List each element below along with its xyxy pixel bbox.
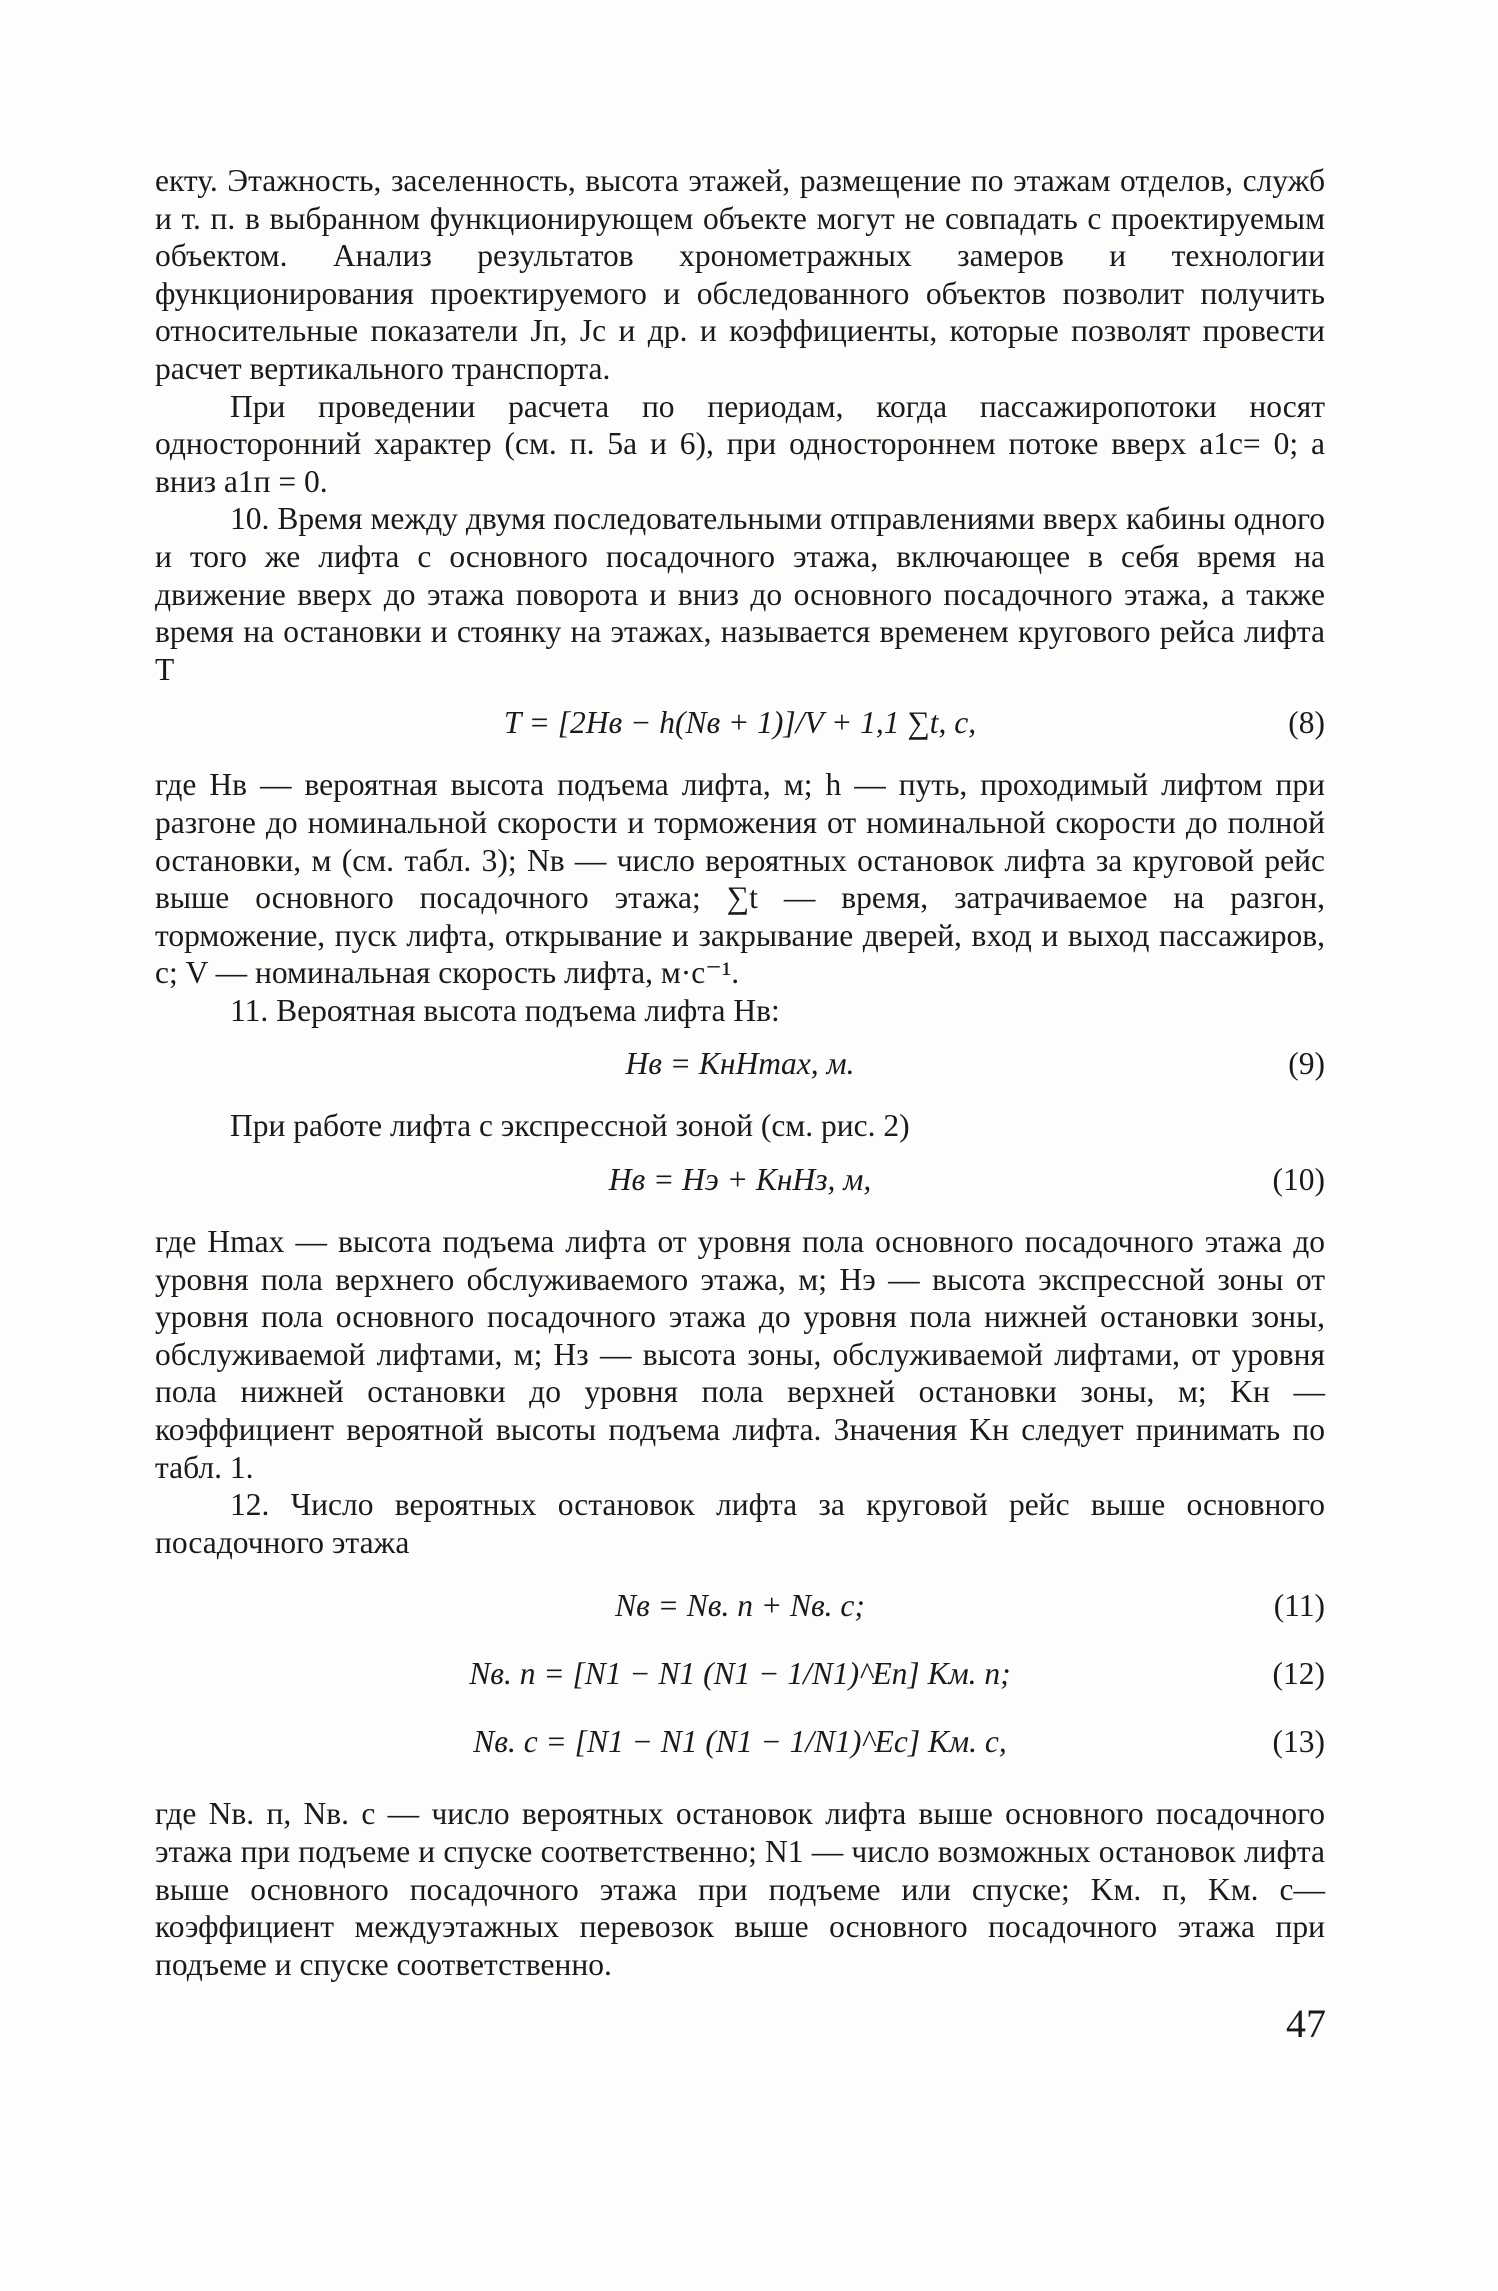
paragraph-definitions-8: где Hв — вероятная высота подъема лифта, м; h — путь, проходимый лифтом при разгоне до номинальной скорости и торможения от номинальной скорости до полной остановки, м (см. табл. 3); Nв — число вероятных остановок лифта за круговой рейс выше основного посадочного этажа; ∑t — время, затрачиваемое на разгон, торможение, пуск лифта, открывание и закрывание дверей, вход и выход пассажиров, с; V — номинальная скорость лифта, м·с⁻¹. [155, 767, 1325, 991]
paragraph-10-round-trip: 10. Время между двумя последовательными отправлениями вверх кабины одного и того же лифта с основного посадочного этажа, включающее в себя время на движение вверх до этажа поворота и вниз до основного посадочного этажа, а также время на остановки и стоянку на этажах, называется временем кругового рейса лифта T [155, 501, 1325, 687]
formula-11-expression: Nв = Nв. п + Nв. с; [615, 1588, 865, 1624]
formula-8-expression: T = [2Hв − h(Nв + 1)]/V + 1,1 ∑t, с, [503, 705, 977, 741]
formula-9-expression: Hв = KнHmax, м. [625, 1046, 855, 1082]
paragraph-definitions-10: где Hmax — высота подъема лифта от уровня пола основного посадочного этажа до уровня пола верхнего обслуживаемого этажа, м; Hэ — высота экспрессной зоны от уровня пола основного посадочного этажа до уровня пола нижней остановки зоны, обслуживаемой лифтами, м; Hз — высота зоны, обслуживаемой лифтами, от уровня пола нижней остановки до уровня пола верхней остановки зоны, м; Kн — коэффициент вероятной высоты подъема лифта. Значения Kн следует принимать по табл. 1. [155, 1224, 1325, 1485]
formula-10-expression: Hв = Hэ + KнHз, м, [608, 1162, 872, 1198]
formula-9-number: (9) [1288, 1046, 1325, 1082]
formula-8-number: (8) [1288, 705, 1325, 741]
formula-13-expression: Nв. с = [N1 − N1 (N1 − 1/N1)^Eс] Kм. с, [473, 1724, 1007, 1760]
paragraph-intro: екту. Этажность, заселенность, высота этажей, размещение по этажам отделов, служб и т. п. в выбранном функционирующем объекте могут не совпадать с проектируемым объектом. Анализ результатов хронометражных замеров и технологии функционирования проектируемого и обследованного объектов позволит получить относительные показатели Jп, Jс и др. и коэффициенты, которые позволят провести расчет вертикального транспорта. [155, 163, 1325, 386]
formula-12 [155, 1649, 1325, 1707]
page-number: 47 [1286, 2001, 1326, 2046]
paragraph-express-zone: При работе лифта с экспрессной зоной (см. рис. 2) [230, 1108, 910, 1144]
formula-11 [155, 1581, 1325, 1639]
formula-13 [155, 1717, 1325, 1775]
formula-12-expression: Nв. п = [N1 − N1 (N1 − 1/N1)^Eп] Kм. п; [469, 1656, 1011, 1692]
formula-12-number: (12) [1272, 1656, 1325, 1692]
formula-13-number: (13) [1272, 1724, 1325, 1760]
paragraph-12-stops: 12. Число вероятных остановок лифта за круговой рейс выше основного посадочного этажа [155, 1487, 1325, 1560]
paragraph-one-sided-flow: При проведении расчета по периодам, когда пассажиропотоки носят односторонний характер (см. п. 5а и 6), при одностороннем потоке вверх a1с= 0; а вниз a1п = 0. [155, 388, 1325, 499]
formula-11-number: (11) [1273, 1588, 1325, 1624]
formula-10-number: (10) [1272, 1162, 1325, 1198]
formula-9 [155, 1039, 1325, 1097]
paragraph-definitions-13: где Nв. п, Nв. с — число вероятных остановок лифта выше основного посадочного этажа при подъеме и спуске соответственно; N1 — число возможных остановок лифта выше основного посадочного этажа при подъеме или спуске; Kм. п, Kм. с—коэффициент междуэтажных перевозок выше основного посадочного этажа при подъеме и спуске соответственно. [155, 1796, 1325, 1982]
formula-10 [155, 1155, 1325, 1213]
page-body [155, 162, 1325, 1983]
formula-8 [155, 698, 1325, 756]
paragraph-11-height: 11. Вероятная высота подъема лифта Hв: [230, 992, 780, 1028]
